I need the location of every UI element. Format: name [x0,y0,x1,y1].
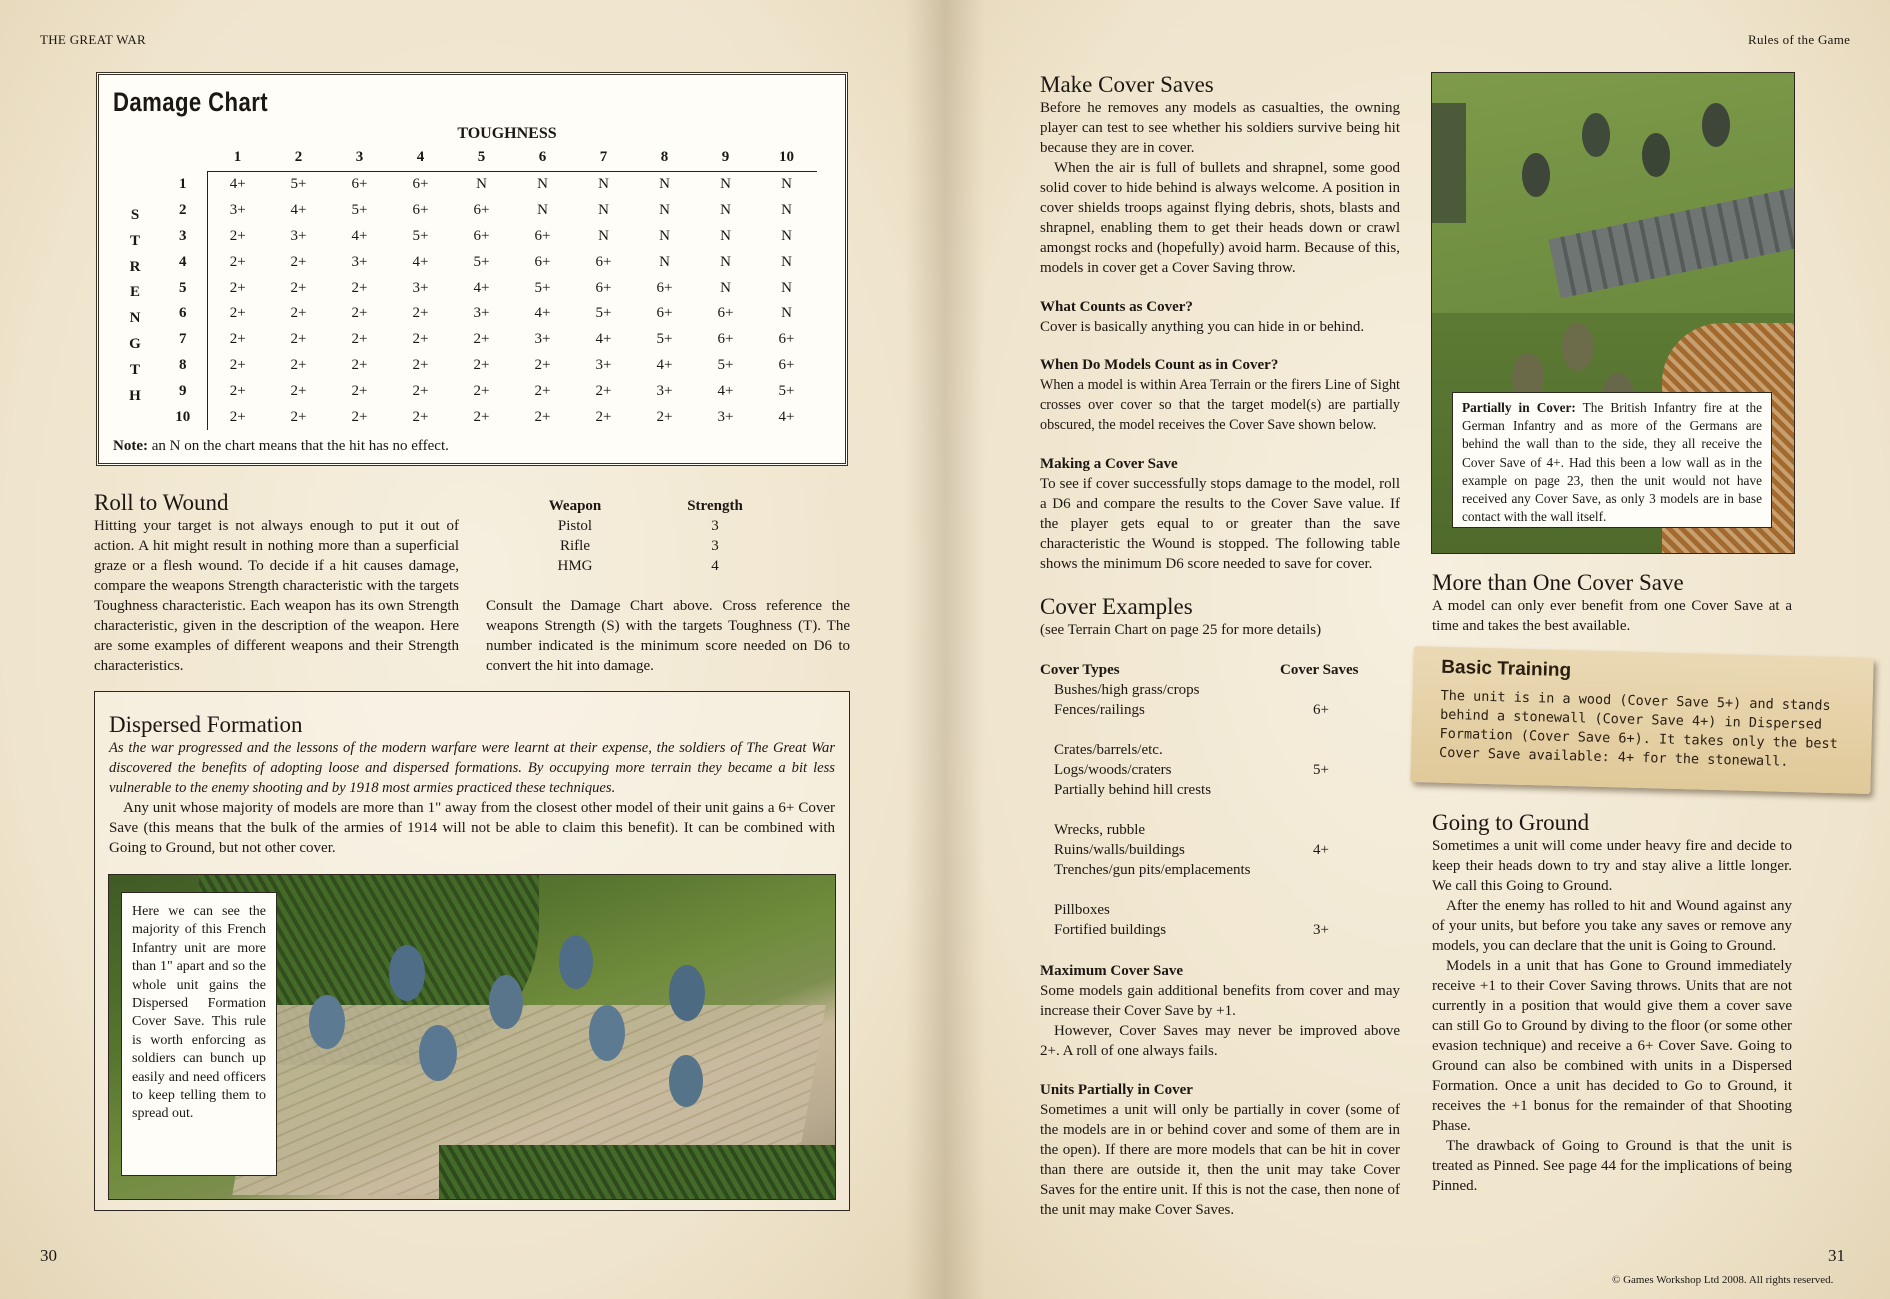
damage-cell: 2+ [595,382,612,399]
damage-cell: 3+ [351,253,368,270]
soldier-figure [389,945,425,1001]
damage-cell: 2+ [534,382,551,399]
damage-cell: N [781,202,792,219]
damage-cell: N [659,202,670,219]
damage-cell: 2+ [351,382,368,399]
strength-row-header: 10 [159,404,207,430]
table-row [159,198,817,224]
damage-cell: N [720,176,731,193]
damage-cell: 6+ [717,305,734,322]
going-to-ground-p1: Sometimes a unit will come under heavy fire and decide to keep their heads down to try and stay alive a little longer. We call this Going to Ground. [1432,838,1792,894]
soldier-figure [1522,153,1550,197]
page-gutter [905,0,985,1299]
soldier-figure [1642,133,1670,177]
damage-cell: N [781,279,792,296]
going-to-ground-section [1432,810,1792,1196]
damage-cell: 5+ [656,331,673,348]
damage-cell: 2+ [656,408,673,425]
cover-saves-header: Cover Saves [1280,662,1359,678]
toughness-column-header: 3 [329,143,390,172]
toughness-column-header: 4 [390,143,451,172]
damage-cell: 4+ [778,408,795,425]
damage-cell: 6+ [412,176,429,193]
max-cover-p2: However, Cover Saves may never be improved above 2+. A roll of one always fails. [1040,1023,1400,1059]
roll-to-wound-body: Hitting your target is not always enough to put it out of action. A hit might result in nothing more than a superficial graze or a flesh wound. To decide if a hit causes damage, compare the weapons Strength characteristic with the targets Toughness characteristic. Each weapon has its own Strength characteristic, given in the description of the weapon. Here are some examples of different weapons and their Strength characteristics. [94,518,459,674]
table-row [159,172,817,198]
table-row [159,224,817,250]
toughness-column-header: 2 [268,143,329,172]
damage-cell: 2+ [412,356,429,373]
damage-chart-note: Note: an N on the chart means that the hit has no effect. [113,438,449,454]
damage-cell: N [720,227,731,244]
damage-cell: 2+ [534,408,551,425]
damage-cell: 4+ [351,227,368,244]
damage-cell: 3+ [717,408,734,425]
cover-type-item: Bushes/high grass/crops [1054,682,1200,698]
roll-to-wound-heading: Roll to Wound [94,490,229,515]
dispersed-formation-box [94,691,850,1211]
damage-cell: 2+ [290,408,307,425]
soldier-figure [1562,323,1594,371]
cover-save-value: 5+ [1313,762,1329,778]
damage-chart [96,72,848,466]
damage-cell: 5+ [595,305,612,322]
damage-cell: 4+ [656,356,673,373]
toughness-column-header: 10 [756,143,817,172]
damage-cell: 4+ [595,331,612,348]
table-row [159,249,817,275]
soldier-figure [559,935,593,989]
damage-cell: 4+ [717,382,734,399]
making-save-body: To see if cover successfully stops damage to the model, roll a D6 and compare the results to the Cover Save value. If the player gets equal to or greater than the save characteristic the Wound is stopped. The following table shows the minimum D6 score needed to save for cover. [1040,476,1400,572]
damage-cell: 2+ [473,382,490,399]
damage-cell: 2+ [229,382,246,399]
cover-type-item: Fortified buildings [1054,922,1167,938]
damage-cell: N [537,176,548,193]
going-to-ground-heading: Going to Ground [1432,810,1590,835]
damage-cell: 6+ [717,331,734,348]
damage-cell: 2+ [229,331,246,348]
cover-save-value: 4+ [1313,842,1329,858]
soldier-figure [1702,103,1730,147]
damage-cell: 2+ [290,331,307,348]
damage-cell: N [659,227,670,244]
when-cover-body: When a model is within Area Terrain or the firers Line of Sight crosses over cover so that the target model(s) are partially obscured, the model receives the Cover Save shown below. [1040,377,1400,433]
partial-cover-heading: Units Partially in Cover [1040,1082,1193,1098]
damage-cell: 2+ [473,408,490,425]
damage-cell: N [476,176,487,193]
damage-cell: 6+ [656,305,673,322]
damage-cell: 6+ [595,253,612,270]
soldier-figure [309,995,345,1049]
damage-cell: N [720,279,731,296]
cover-type-item: Ruins/walls/buildings [1054,842,1185,858]
damage-cell: 2+ [351,356,368,373]
damage-cell: 6+ [534,227,551,244]
damage-cell: N [720,202,731,219]
strength-row-header: 6 [159,301,207,327]
weapon-header: Weapon [548,497,602,514]
cover-types-header: Cover Types [1040,662,1120,678]
damage-cell: N [598,176,609,193]
toughness-column-header: 6 [512,143,573,172]
strength-row-header: 7 [159,327,207,353]
cover-types-table [1040,660,1400,956]
cover-examples-heading: Cover Examples [1040,594,1193,619]
table-row [159,378,817,404]
going-to-ground-p4: The drawback of Going to Ground is that the unit is treated as Pinned. See page 44 for the implications of being Pinned. [1432,1138,1792,1194]
damage-cell: 4+ [473,279,490,296]
strength-row-header: 4 [159,249,207,275]
damage-cell: 2+ [351,331,368,348]
damage-cell: 6+ [351,176,368,193]
hedge-post [1432,103,1466,223]
make-cover-p2: When the air is full of bullets and shrapnel, some good solid cover to hide behind is always welcome. A position in cover shields troops against flying debris, shots, blasts and shrapnel, enabling them to get their heads down or crawl amongst rocks and (hopefully) avoid harm. Because of this, models in cover get a Cover Saving throw. [1040,160,1400,276]
table-row [159,353,817,379]
max-cover-heading: Maximum Cover Save [1040,963,1184,979]
damage-cell: 5+ [351,202,368,219]
damage-cell: 6+ [595,279,612,296]
damage-cell: 6+ [778,331,795,348]
basic-training-box [1410,646,1873,794]
damage-cell: 2+ [229,356,246,373]
weapon-table [520,496,770,576]
table-row: Rifle 3 [560,537,719,554]
toughness-column-header: 5 [451,143,512,172]
damage-cell: 4+ [229,176,246,193]
table-row: HMG 4 [557,557,719,574]
max-cover-p1: Some models gain additional benefits from cover and may increase their Cover Save by +1. [1040,983,1400,1019]
hedge [439,1145,835,1200]
damage-cell: 4+ [412,253,429,270]
table-row [159,301,817,327]
damage-cell: 6+ [778,356,795,373]
dispersed-intro: As the war progressed and the lessons of the modern warfare were learnt at their expense, the soldiers of The Great War discovered the benefits of adopting loose and dispersed formations. By occupying more terrain they became a bit less vulnerable to the enemy shooting and by 1918 most armies practiced these techniques. [109,740,835,796]
damage-cell: N [781,227,792,244]
cover-type-item: Wrecks, rubble [1054,822,1146,838]
damage-cell: 2+ [534,356,551,373]
damage-cell: 3+ [412,279,429,296]
damage-cell: 5+ [534,279,551,296]
soldier-figure [669,1055,703,1107]
consult-text: Consult the Damage Chart above. Cross reference the weapons Strength (S) with the targets Toughness (T). The number indicated is the minimum score needed on D6 to convert the hit into damage. [486,598,850,674]
damage-cell: 2+ [412,331,429,348]
more-than-one-body: A model can only ever benefit from one Cover Save at a time and takes the best available. [1432,598,1792,634]
toughness-column-header: 9 [695,143,756,172]
dispersed-heading: Dispersed Formation [109,712,303,737]
damage-cell: 2+ [229,408,246,425]
damage-cell: 4+ [290,202,307,219]
cover-type-item: Partially behind hill crests [1054,782,1212,798]
damage-cell: 3+ [290,227,307,244]
damage-cell: 5+ [778,382,795,399]
strength-label: S T R E N G T H [129,207,141,404]
table-row [159,404,817,430]
page-number-left: 30 [40,1246,57,1265]
cover-save-value: 3+ [1313,922,1329,938]
making-save-heading: Making a Cover Save [1040,456,1178,472]
toughness-label: TOUGHNESS [457,125,557,142]
damage-cell: 2+ [290,279,307,296]
damage-cell: 2+ [290,305,307,322]
damage-cell: 5+ [290,176,307,193]
damage-chart-table [159,143,817,430]
strength-row-header: 8 [159,353,207,379]
damage-cell: N [781,253,792,270]
photo-caption-dispersed: Here we can see the majority of this French Infantry unit are more than 1" apart and so the whole unit gains the Dispersed Formation Cover Save. This rule is worth enforcing as soldiers can bunch up easily and need officers to keep telling them to spread out. [121,892,277,1176]
table-row [159,275,817,301]
damage-cell: 2+ [473,331,490,348]
toughness-column-header: 7 [573,143,634,172]
soldier-figure [589,1005,625,1061]
cover-type-item: Pillboxes [1054,902,1110,918]
damage-cell: 2+ [412,305,429,322]
table-row [159,327,817,353]
cover-save-value: 6+ [1313,702,1329,718]
table-row: Pistol 3 [557,517,719,534]
damage-cell: N [598,202,609,219]
damage-cell: 4+ [534,305,551,322]
cover-type-item: Fences/railings [1054,702,1145,718]
strength-row-header: 2 [159,198,207,224]
damage-cell: 6+ [412,202,429,219]
strength-row-header: 5 [159,275,207,301]
damage-cell: 3+ [534,331,551,348]
make-cover-p1: Before he removes any models as casualties, the owning player can test to see whether his soldiers survive being hit because they are in cover. [1040,100,1400,156]
damage-cell: 3+ [595,356,612,373]
damage-cell: 3+ [473,305,490,322]
what-counts-body: Cover is basically anything you can hide in or behind. [1040,319,1365,335]
damage-cell: 2+ [290,382,307,399]
going-to-ground-p2: After the enemy has rolled to hit and Wound against any of your units, but before you take any saves or remove any models, you can declare that the unit is Going to Ground. [1432,898,1792,954]
toughness-column-header: 8 [634,143,695,172]
damage-cell: 2+ [412,408,429,425]
damage-cell: 6+ [534,253,551,270]
basic-training-title: Basic Training [1441,656,1572,682]
make-cover-saves-heading: Make Cover Saves [1040,72,1214,97]
damage-cell: 2+ [229,253,246,270]
when-cover-heading: When Do Models Count as in Cover? [1040,357,1279,373]
damage-cell: 2+ [595,408,612,425]
damage-chart-title: Damage Chart [113,87,269,117]
strength-row-header: 9 [159,378,207,404]
damage-cell: N [659,176,670,193]
toughness-column-header: 1 [207,143,268,172]
damage-cell: N [537,202,548,219]
damage-cell: 2+ [290,356,307,373]
damage-cell: 6+ [473,202,490,219]
right-page [945,0,1890,1299]
cover-type-item: Logs/woods/craters [1054,762,1172,778]
damage-cell: 2+ [229,305,246,322]
copyright-notice: © Games Workshop Ltd 2008. All rights reserved. [1612,1274,1834,1286]
cover-type-item: Crates/barrels/etc. [1054,742,1163,758]
basic-training-text: The unit is in a wood (Cover Save 5+) and stands behind a stonewall (Cover Save 4+) in Dispersed Formation (Cover Save 6+). It takes only the best Cover Save available: 4+ for the stonewall. [1438,687,1838,770]
damage-cell: 5+ [473,253,490,270]
damage-cell: 2+ [351,408,368,425]
page-number-right: 31 [1828,1246,1845,1265]
damage-cell: N [598,227,609,244]
damage-cell: 2+ [229,279,246,296]
soldier-figure [1582,113,1610,157]
soldier-figure [419,1025,457,1081]
more-than-one-heading: More than One Cover Save [1432,570,1684,595]
cover-type-item: Trenches/gun pits/emplacements [1054,862,1251,878]
strength-row-header: 3 [159,224,207,250]
damage-cell: N [720,253,731,270]
damage-cell: 3+ [229,202,246,219]
damage-cell: 5+ [717,356,734,373]
damage-cell: N [781,176,792,193]
damage-cell: 6+ [656,279,673,296]
running-header-left: THE GREAT WAR [40,32,146,47]
what-counts-heading: What Counts as Cover? [1040,299,1193,315]
damage-cell: 2+ [412,382,429,399]
soldier-figure [669,965,705,1021]
strength-header: Strength [687,497,743,514]
photo-caption-partial-cover: Partially in Cover: The British Infantry fire at the German Infantry and as more of the Germans are behind the wall than to the side, they all receive the Cover Save of 4+. Had this been a low wall as in the example on page 23, then the unit would not have received any Cover Save, as only 3 models are in base contact with the wall itself. [1452,392,1772,528]
soldier-figure [489,975,523,1029]
strength-row-header: 1 [159,172,207,198]
damage-cell: 2+ [290,253,307,270]
damage-cell: 2+ [473,356,490,373]
damage-cell: 2+ [351,305,368,322]
damage-cell: 5+ [412,227,429,244]
damage-cell: N [659,253,670,270]
damage-cell: N [781,305,792,322]
partial-cover-body: Sometimes a unit will only be partially in cover (some of the models are in or behind cover and some of them are in the open). If there are more models that can be hit in cover than there are outside it, then the unit may take Cover Saves for the entire unit. If this is not the case, then none of the unit may make Cover Saves. [1040,1102,1400,1218]
going-to-ground-p3: Models in a unit that has Gone to Ground immediately receive +1 to their Cover Saving throws. Units that are not currently in a position that would give them a cover save can still Go to Ground by diving to the floor (or some other evasion technique) and receive a 6+ Cover Save. Going to Ground can also be combined with units in a Dispersed Formation. Once a unit has decided to Go to Ground, it receives the +1 bonus for the remainder of that Shooting Phase. [1432,958,1792,1134]
cover-column [1040,72,1400,1220]
running-header-right: Rules of the Game [1748,32,1851,47]
damage-cell: 2+ [229,227,246,244]
cover-examples-sub: (see Terrain Chart on page 25 for more details) [1040,622,1322,638]
damage-cell: 3+ [656,382,673,399]
dispersed-body: Any unit whose majority of models are more than 1" away from the closest other model of their unit gains a 6+ Cover Save (this means that the bulk of the armies of 1914 will not be able to claim this benefit). It can be combined with Going to Ground, but not other cover. [109,800,835,856]
damage-cell: 2+ [351,279,368,296]
damage-cell: 6+ [473,227,490,244]
